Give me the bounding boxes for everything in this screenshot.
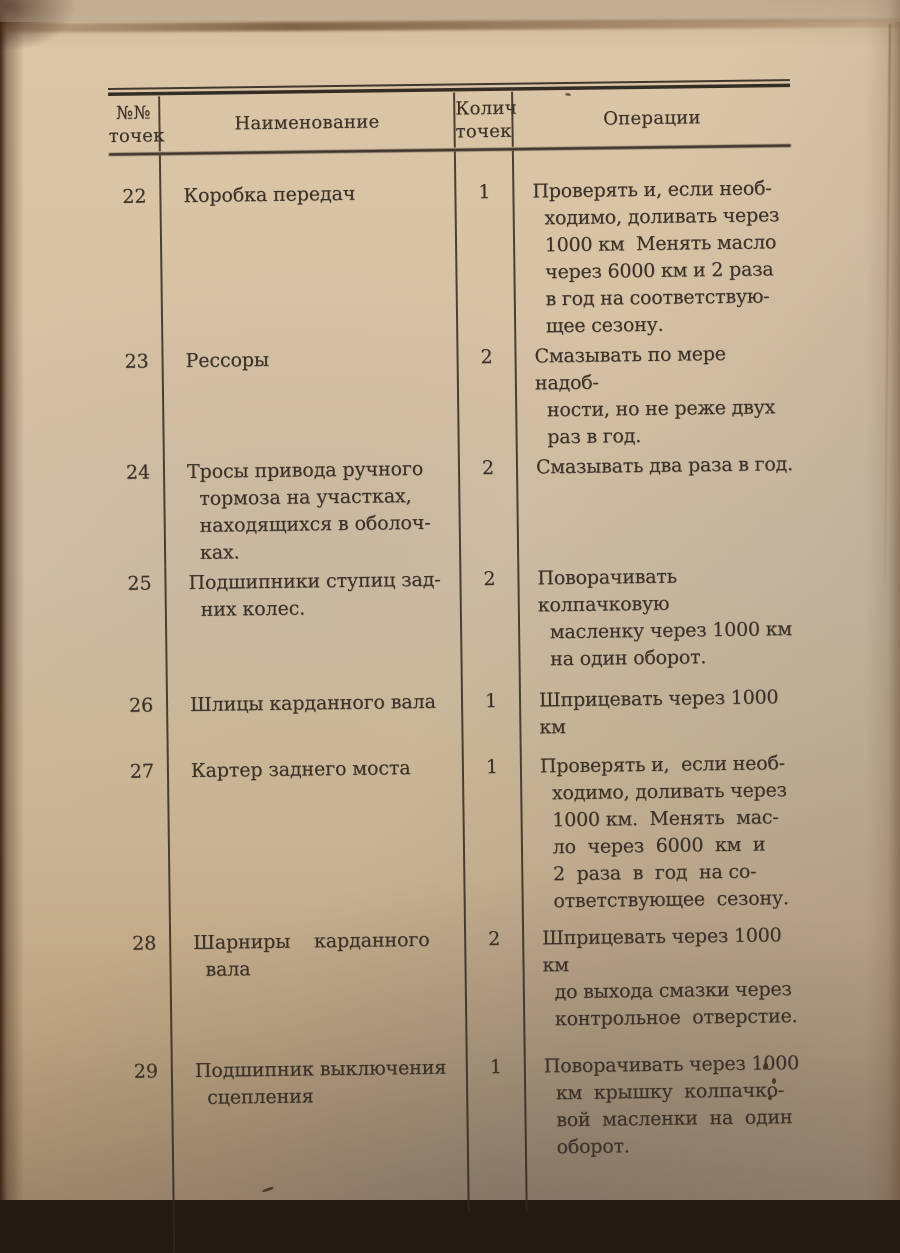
maintenance-table: [108, 79, 805, 1217]
table-row: [111, 337, 794, 457]
operation-text: Проверять и, если необ- ходимо, доливать через 1000 км Менять масло через 6000 км и 2 раза в год на соответствую- щее сезону.: [532, 177, 780, 338]
table-row: [120, 1030, 804, 1167]
part-name: Картер заднего моста: [190, 757, 411, 782]
operation-text: Проверять и, если необ- ходимо, доливать через 1000 км. Менять мас- ло через 6000 км и 2 раза в год на со- ответствующее сезону.: [539, 752, 789, 913]
points-quantity: 1: [454, 151, 516, 342]
header-points-quantity: Колич точек: [453, 92, 514, 148]
operation-text: Шприцевать через 1000 км: [538, 686, 785, 739]
table-body: [109, 147, 805, 1217]
table-row: [109, 147, 793, 346]
table-header-row: [108, 87, 791, 153]
part-name: Шлицы карданного вала: [189, 690, 436, 716]
point-number: 24: [113, 456, 166, 568]
column-divider-extension: [173, 1216, 175, 1252]
part-name: Подшипники ступиц зад- них колес.: [188, 568, 441, 621]
point-number: 27: [117, 746, 171, 921]
empty-cell: [467, 1162, 528, 1213]
empty-cell: [527, 1158, 805, 1212]
part-name: Рессоры: [185, 348, 270, 373]
point-number: 28: [119, 920, 173, 1039]
table-row-empty: [122, 1158, 805, 1217]
header-points-number: №№ точек: [108, 96, 161, 152]
point-number: 26: [116, 678, 169, 747]
points-quantity: 1: [462, 742, 524, 917]
page-edge-line: [884, 24, 891, 584]
table-row: [113, 448, 796, 568]
point-number: 25: [114, 567, 167, 679]
points-quantity: 2: [459, 563, 520, 675]
table-row: [114, 559, 797, 679]
part-name: Коробка передач: [183, 182, 356, 208]
points-quantity: 2: [464, 916, 526, 1035]
operation-text: Смазывать два раза в год.: [535, 453, 794, 479]
header-operations: Операции: [602, 106, 701, 130]
operation-text: Смазывать по мере надоб- ности, но не реже двух раз в год.: [534, 342, 776, 449]
point-number: 29: [120, 1038, 174, 1167]
points-quantity: 1: [465, 1034, 527, 1163]
part-name: Шарниры карданного вала: [193, 928, 430, 981]
operation-text: Поворачивать колпачковую масленку через 1000 км на один оборот.: [537, 565, 793, 671]
empty-cell: [122, 1166, 175, 1217]
operation-text: Шприцевать через 1000 км до выхода смазки через контрольное отверстие.: [542, 924, 798, 1031]
table-row: [117, 738, 801, 921]
operation-text: Поворачивать через 1000 км крышку колпачко- вой масленки на один оборот.: [543, 1052, 800, 1159]
header-name: Наименование: [234, 110, 380, 134]
table-row: [119, 912, 802, 1039]
points-quantity: 1: [461, 674, 522, 743]
part-name: Подшипник выключения сцепления: [194, 1056, 447, 1109]
part-name: Тросы привода ручного тормоза на участках, находящихся в оболоч- ках.: [186, 457, 431, 564]
points-quantity: 2: [456, 341, 517, 453]
point-number: 23: [111, 345, 164, 457]
points-quantity: 2: [458, 452, 519, 564]
empty-cell: [174, 1162, 468, 1216]
table-row: [116, 670, 799, 747]
point-number: 22: [109, 155, 163, 346]
